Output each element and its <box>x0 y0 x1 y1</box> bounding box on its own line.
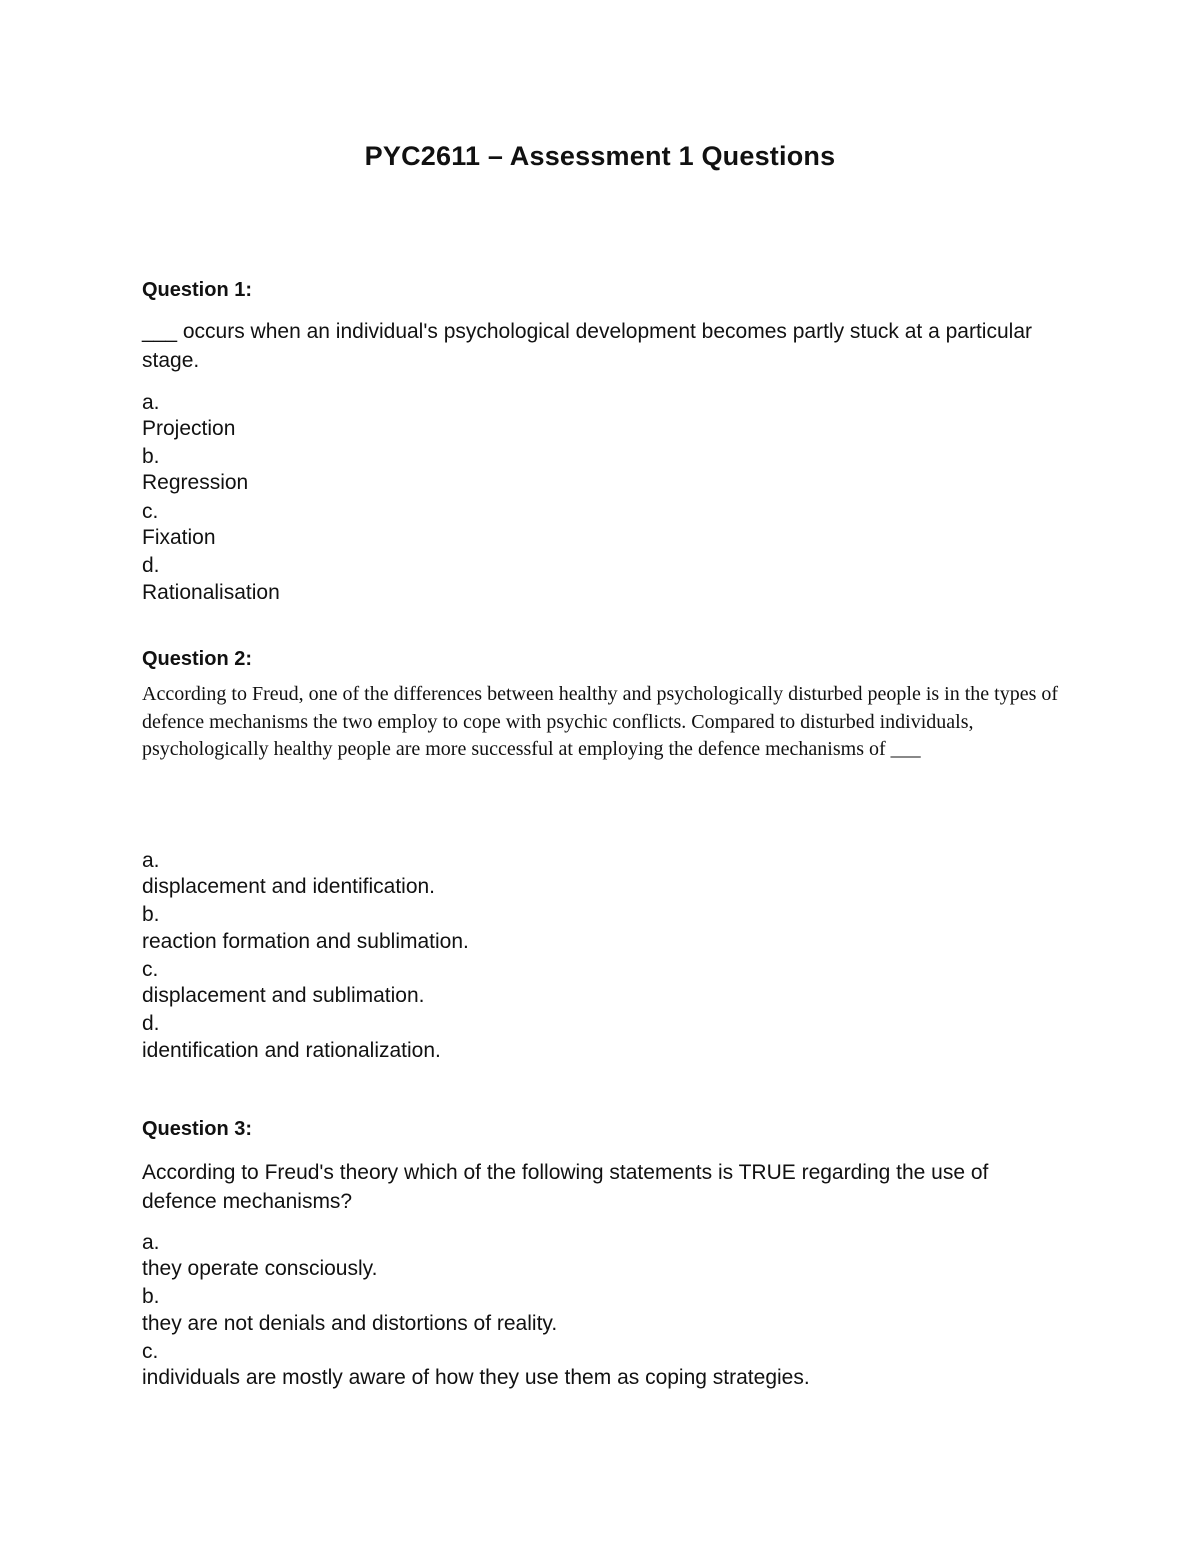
question-text: According to Freud, one of the differences between healthy and psychologically disturbed people is in the types of defence mechanisms the two employ to cope with psychic conflicts. Compared to disturbed individuals, psychologically healthy people are more successful at employing the defence mechanisms of ___ <box>142 683 1059 760</box>
option-letter: b. <box>142 903 160 926</box>
option-letter: a. <box>142 849 160 872</box>
option-letter: b. <box>142 1285 160 1308</box>
option-text: individuals are mostly aware of how they use them as coping strategies. <box>142 1366 810 1389</box>
option-text: Projection <box>142 417 236 440</box>
option-text: displacement and identification. <box>142 875 436 898</box>
option-text: Regression <box>142 471 249 494</box>
option-text: Fixation <box>142 526 216 549</box>
option-text: displacement and sublimation. <box>142 984 425 1007</box>
option-letter: c. <box>142 500 159 523</box>
option-text: identification and rationalization. <box>142 1039 441 1062</box>
option-letter: d. <box>142 554 160 577</box>
question-text: According to Freud's theory which of the following statements is TRUE regarding the use of defence mechanisms? <box>142 1161 989 1213</box>
option-letter: a. <box>142 1231 160 1254</box>
question-heading: Question 2: <box>142 648 253 670</box>
question-heading: Question 1: <box>142 279 253 301</box>
option-text: reaction formation and sublimation. <box>142 930 469 953</box>
option-letter: a. <box>142 391 160 414</box>
option-letter: b. <box>142 445 160 468</box>
question-heading: Question 3: <box>142 1118 253 1140</box>
option-letter: c. <box>142 1340 159 1363</box>
option-text: they are not denials and distortions of reality. <box>142 1312 558 1335</box>
option-text: Rationalisation <box>142 581 280 604</box>
option-letter: d. <box>142 1012 160 1035</box>
question-text: ___ occurs when an individual's psychological development becomes partly stuck at a particular stage. <box>142 320 1032 372</box>
page-title: PYC2611 – Assessment 1 Questions <box>364 141 836 171</box>
option-letter: c. <box>142 958 159 981</box>
option-text: they operate consciously. <box>142 1257 378 1280</box>
